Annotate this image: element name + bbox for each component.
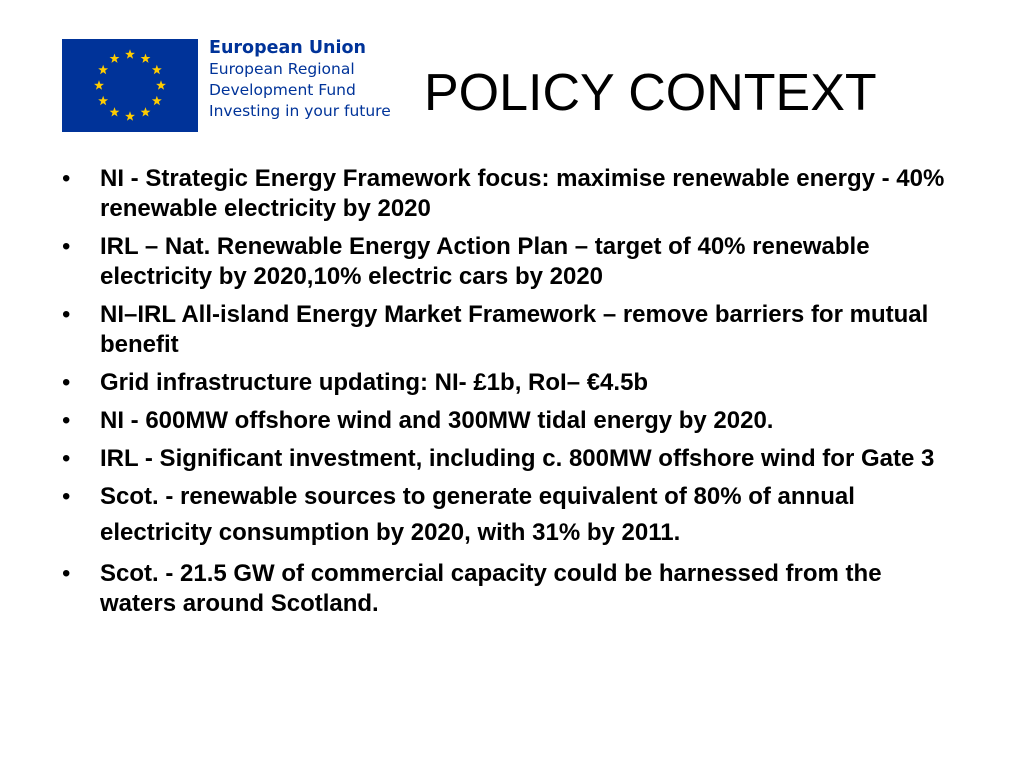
bullet-icon: • [62,407,71,434]
bullet-icon: • [62,301,71,328]
bullet-text: NI - Strategic Energy Framework focus: maximise renewable energy - 40% renewable electricity by 2020 [100,165,945,222]
bullet-item [62,164,962,224]
bullet-item [62,444,962,474]
bullet-icon: • [62,233,71,260]
bullet-item [62,406,962,436]
bullet-item [62,479,962,551]
logo-line-1: European Regional [209,60,355,78]
bullet-icon: • [62,445,71,472]
eu-logo [62,37,392,135]
bullet-list [62,164,962,627]
bullet-item [62,559,962,619]
bullet-text: Grid infrastructure updating: NI- £1b, RoI– €4.5b [100,369,649,396]
bullet-item [62,232,962,292]
logo-line-3: Investing in your future [209,102,391,120]
bullet-text: NI–IRL All-island Energy Market Framework – remove barriers for mutual benefit [100,301,929,358]
bullet-text: IRL - Significant investment, including c. 800MW offshore wind for Gate 3 [100,445,935,472]
bullet-item [62,300,962,360]
logo-title: European Union [209,38,366,58]
logo-text [209,37,391,135]
bullet-item [62,368,962,398]
bullet-text: IRL – Nat. Renewable Energy Action Plan – target of 40% renewable electricity by 2020,10% electric cars by 2020 [100,233,870,290]
bullet-icon: • [62,369,71,396]
bullet-text: NI - 600MW offshore wind and 300MW tidal energy by 2020. [100,407,774,434]
bullet-text: Scot. - 21.5 GW of commercial capacity could be harnessed from the waters around Scotland. [100,560,882,617]
eu-flag-icon [62,39,198,132]
logo-line-2: Development Fund [209,81,356,99]
bullet-icon: • [62,560,71,587]
bullet-icon: • [62,165,71,192]
bullet-text: Scot. - renewable sources to generate equivalent of 80% of annual electricity consumption by 2020, with 31% by 2011. [100,483,855,546]
slide-title: POLICY CONTEXT [424,64,877,122]
bullet-icon: • [62,483,71,510]
